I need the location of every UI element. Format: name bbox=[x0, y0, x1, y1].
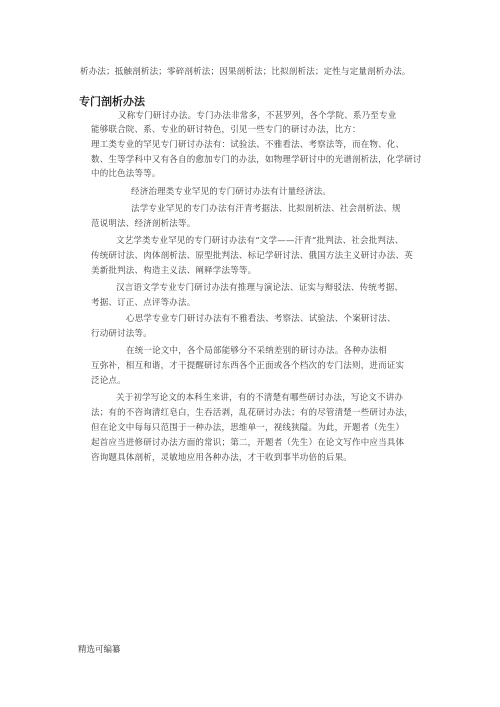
top-line: 析办法；抵触剖析法；零碎剖析法；因果剖析法；比拟剖析法；定性与定量剖析办法。 bbox=[80, 67, 411, 77]
paragraph-line: 中的比色法等等。 bbox=[91, 169, 161, 179]
paragraph-line: 考据、订正、点评等办法。 bbox=[91, 298, 196, 308]
paragraph-line: 法；有的不咨询清红皂白，生吞活剥，乱花研讨办法；有的尽管清楚一些研讨办法， bbox=[91, 408, 413, 418]
paragraph-line: 起首应当进修研讨办法方面的常识；第二，开题者（先生）在论文写作中应当具体 bbox=[91, 438, 405, 448]
paragraph-line: 美新批判法、构造主义法、阐释学法等等。 bbox=[91, 266, 257, 276]
paragraph-line: 经济治理类专业罕见的专门研讨办法有计量经济法。 bbox=[131, 187, 332, 197]
paragraph-line: 传统研讨法、肉体剖析法、原型批判法、标记学研讨法、俄国方法主义研讨办法、英 bbox=[91, 251, 413, 261]
paragraph-line: 互弥补，相互和谐，才干提醒研讨东西各个正面或各个档次的专门法则，进而证实 bbox=[91, 361, 405, 371]
paragraph-line: 汉言语文学专业专门研讨办法有推理与演论法、证实与辩驳法、传统考据、 bbox=[116, 283, 404, 293]
paragraph-line: 数、生等学科中又有各自的愈加专门的办法，如物理学研讨中的光谱剖析法，化学研讨 bbox=[91, 155, 422, 165]
paragraph-line: 范说明法、经济剖析法等。 bbox=[91, 219, 196, 229]
paragraph-line: 咨询题具体剖析，灵敏地应用各种办法，才干收到事半功倍的后果。 bbox=[91, 453, 353, 463]
paragraph-line: 心思学专业专门研讨办法有不雅看法、考察法、试验法、个案研讨法、 bbox=[126, 314, 396, 324]
paragraph-line: 行动研讨法等。 bbox=[91, 329, 152, 339]
paragraph-line: 关于初学写论文的本科生来讲，有的不清楚有哪些研讨办法，写论文不讲办 bbox=[116, 393, 404, 403]
paragraph-line: 在统一论文中，各个局部能够分不采纳差别的研讨办法。各种办法相 bbox=[126, 346, 388, 356]
section-title: 专门剖析办法 bbox=[79, 95, 145, 108]
paragraph-line: 文艺学类专业罕见的专门研讨办法有“文学——汗青”批判法、社会批判法、 bbox=[116, 236, 404, 246]
paragraph-line: 能够联合院、系、专业的研讨特色，引见一些专门的研讨办法，比方： bbox=[91, 125, 361, 135]
paragraph-line: 法学专业罕见的专门办法有汗青考据法、比拟剖析法、社会剖析法、规 bbox=[131, 204, 401, 214]
paragraph-line: 泛论点。 bbox=[91, 376, 126, 386]
paragraph-line: 但在论文中每每只范围于一种办法，思维单一，视线狭隘。为此，开题者（先生） bbox=[91, 423, 405, 433]
footer-note: 精选可编纂 bbox=[78, 645, 121, 655]
paragraph-line: 又称专门研讨办法。专门办法非常多，不甚罗列，各个学院、系乃至专业 bbox=[118, 111, 397, 121]
paragraph-line: 理工类专业的罕见专门研讨办法有：试验法、不雅看法、考察法等，而在物、化、 bbox=[91, 140, 405, 150]
